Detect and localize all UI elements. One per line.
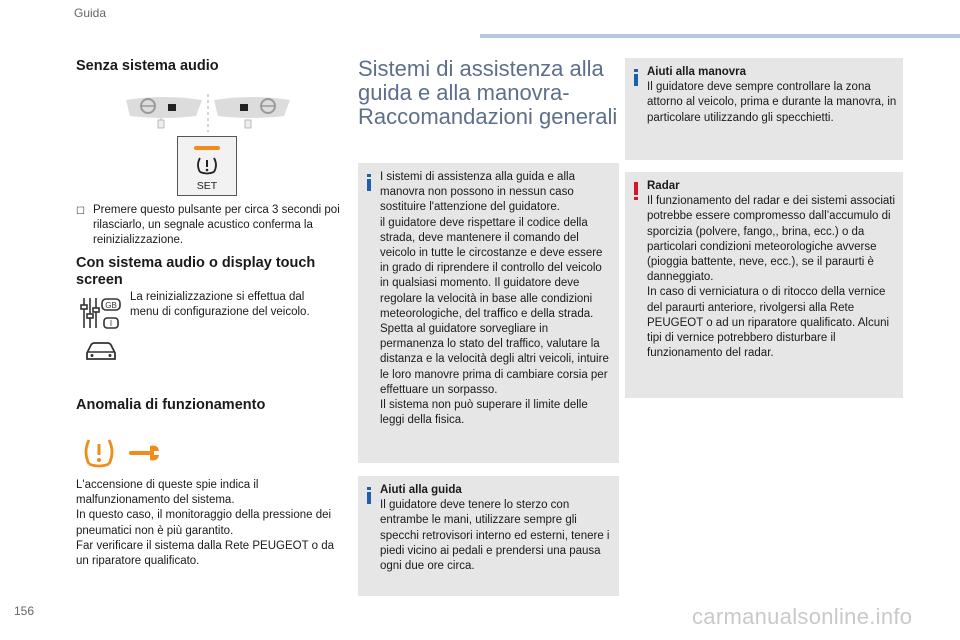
- driving-aids-title: Aiuti alla guida: [380, 484, 462, 496]
- radar-content: [647, 179, 897, 361]
- set-button-illustration: [177, 136, 237, 196]
- set-label: SET: [196, 180, 218, 192]
- bullet-icon: ☐: [76, 206, 85, 217]
- radar-text: Il funzionamento del radar e dei sistemi associati potrebbe essere compromesso dall’accumulo di sporcizia (polvere, fango,, brina, ecc.) o da particolari condizioni meteorologiche avverse (pioggia battente, neve, ecc.), se il paraurti è danneggiato. In caso di verniciatura o di ritocco della vernice del paraurti anteriore, rivolgersi alla Rete PEUGEOT o ad un riparatore qualificato. Alcuni tipi di vernice potrebbero disturbare il funzionamento del radar.: [647, 195, 896, 360]
- header-bar: [480, 34, 960, 38]
- page-number: 156: [14, 604, 35, 618]
- wrench-icon: [128, 440, 162, 462]
- maneuver-aids-title: Aiuti alla manovra: [647, 66, 747, 78]
- radar-title: Radar: [647, 180, 680, 192]
- tire-pressure-warning-icon: [82, 436, 116, 468]
- car-icon: [84, 340, 118, 362]
- info-box-general-text: I sistemi di assistenza alla guida e alla manovra non possono in nessun caso sostituire l'attenzione del guidatore. il guidatore deve rispettare il codice della strada, deve mantenere il comando del veicolo in tutte le circostanze e deve essere in grado di riprendere il controllo del veicolo in qualsiasi momento. Il guidatore deve regolare la velocità in base alle condizioni meteorologiche, del traffico e della strada. Spetta al guidatore sorvegliare in permanenza lo stato del traffico, valutare la distanza e la velocità degli altri veicoli, intuire le loro manovre prima di cambiare corsia per effettuare un sorpasso. Il sistema non può superare il limite delle leggi della fisica.: [380, 171, 609, 427]
- info-box-driving-aids: [358, 476, 619, 596]
- steering-wheel-lhd-icon: [124, 94, 292, 132]
- press-instruction-text: Premere questo pulsante per circa 3 secondi poi rilasciarlo, un segnale acustico conferma la reinizializzazione.: [93, 204, 340, 247]
- vehicle-settings-icon: [80, 296, 124, 330]
- info-icon: [634, 69, 638, 86]
- warning-box-radar: [625, 172, 903, 398]
- info-box-general: [358, 163, 619, 463]
- info-box-maneuver-aids: [625, 58, 903, 160]
- info-icon: [367, 487, 371, 504]
- watermark: carmanualsonline.info: [692, 604, 913, 629]
- i-label: I: [109, 319, 113, 328]
- section-title-malfunction: Anomalia di funzionamento: [76, 397, 266, 413]
- maneuver-aids-content: [647, 65, 897, 126]
- gb-label: GB: [105, 301, 117, 310]
- set-button-led: [194, 146, 220, 150]
- press-instruction: [76, 203, 355, 249]
- malfunction-text: L'accensione di queste spie indica il malfunzionamento del sistema. In questo caso, il monitoraggio della pressione dei pneumatici non è più garantito. Far verificare il sistema dalla Rete PEUGEOT o da un riparatore qualificato.: [76, 479, 334, 568]
- maneuver-aids-text: Il guidatore deve sempre controllare la zona attorno al veicolo, prima e durante la manovra, in particolare utilizzando gli specchietti.: [647, 81, 897, 124]
- touch-screen-text: La reinizializzazione si effettua dal menu di configurazione del veicolo.: [130, 291, 310, 319]
- section-title-touch-screen: Con sistema audio o display touch screen: [76, 255, 316, 288]
- steering-illustrations: [124, 94, 292, 132]
- driving-aids-content: [380, 483, 613, 574]
- header-section-label: Guida: [74, 6, 107, 20]
- tire-pressure-warning-icon: [195, 155, 219, 175]
- driving-aids-text: Il guidatore deve tenere lo sterzo con entrambe le mani, utilizzare sempre gli specchi retrovisori interno ed esterni, tenere i piedi vicino ai pedali e prendersi una pausa ogni due ore circa.: [380, 499, 610, 573]
- info-icon: [367, 174, 371, 191]
- section-title-no-audio: Senza sistema audio: [76, 58, 219, 74]
- page-title: Sistemi di assistenza alla guida e alla manovra-Raccomandazioni generali: [358, 56, 618, 129]
- warning-icon: [634, 182, 638, 200]
